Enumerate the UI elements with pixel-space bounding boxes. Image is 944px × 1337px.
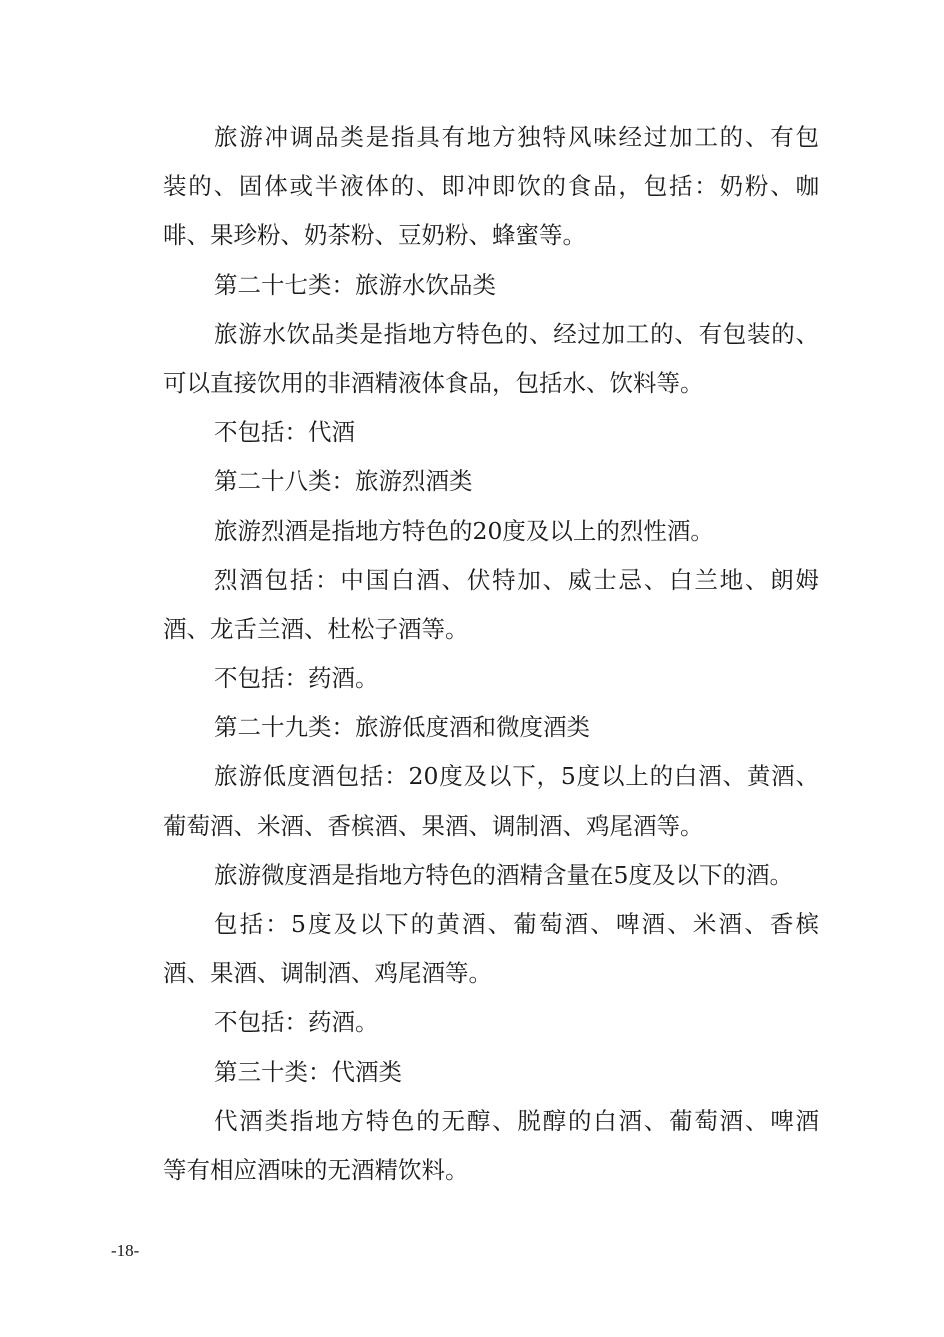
page-number: -18- [111,1241,140,1260]
text-line: 旅游冲调品类是指具有地方独特风味经过加工的、有包 [214,123,819,151]
paragraph [163,113,819,261]
text-line: 等有相应酒味的无酒精饮料。 [163,1155,469,1184]
paragraph [163,900,819,998]
text-line: 旅游烈酒是指地方特色的20度及以上的烈性酒。 [214,516,714,545]
text-line: 不包括：药酒。 [214,1008,379,1037]
text-line: 旅游水饮品类是指地方特色的、经过加工的、有包装的、 [214,319,819,348]
text-line: 葡萄酒、米酒、香槟酒、果酒、调制酒、鸡尾酒等。 [163,811,704,840]
paragraph [163,851,819,900]
paragraph [163,556,819,654]
text-line: 啡、果珍粉、奶茶粉、豆奶粉、蜂蜜等。 [163,221,586,250]
paragraph [163,507,819,556]
text-line: 不包括：代酒 [214,418,355,447]
paragraph [163,457,819,506]
text-line: 第二十八类：旅游烈酒类 [214,467,473,496]
text-line: 不包括：药酒。 [214,664,379,693]
paragraph [163,752,819,850]
text-line: 旅游低度酒包括：20度及以下，5度以上的白酒、黄酒、 [214,762,819,791]
text-line: 包括：5度及以下的黄酒、葡萄酒、啤酒、米酒、香槟 [214,910,819,938]
paragraph [163,1097,819,1195]
text-line: 可以直接饮用的非酒精液体食品，包括水、饮料等。 [163,368,704,397]
paragraph [163,654,819,703]
text-line: 第二十九类：旅游低度酒和微度酒类 [214,713,590,742]
paragraph [163,1048,819,1097]
text-line: 第二十七类：旅游水饮品类 [214,270,496,299]
text-line: 装的、固体或半液体的、即冲即饮的食品，包括：奶粉、咖 [163,172,819,201]
text-line: 第三十类：代酒类 [214,1057,402,1086]
text-line: 酒、龙舌兰酒、杜松子酒等。 [163,614,469,643]
paragraph [163,408,819,457]
paragraph [163,261,819,310]
paragraph [163,998,819,1047]
text-line: 旅游微度酒是指地方特色的酒精含量在5度及以下的酒。 [214,860,793,889]
paragraph [163,703,819,752]
text-line: 酒、果酒、调制酒、鸡尾酒等。 [163,959,492,988]
text-line: 代酒类指地方特色的无醇、脱醇的白酒、葡萄酒、啤酒 [214,1106,819,1135]
paragraph [163,310,819,408]
document-body [163,113,819,1195]
text-line: 烈酒包括：中国白酒、伏特加、威士忌、白兰地、朗姆 [214,565,819,594]
